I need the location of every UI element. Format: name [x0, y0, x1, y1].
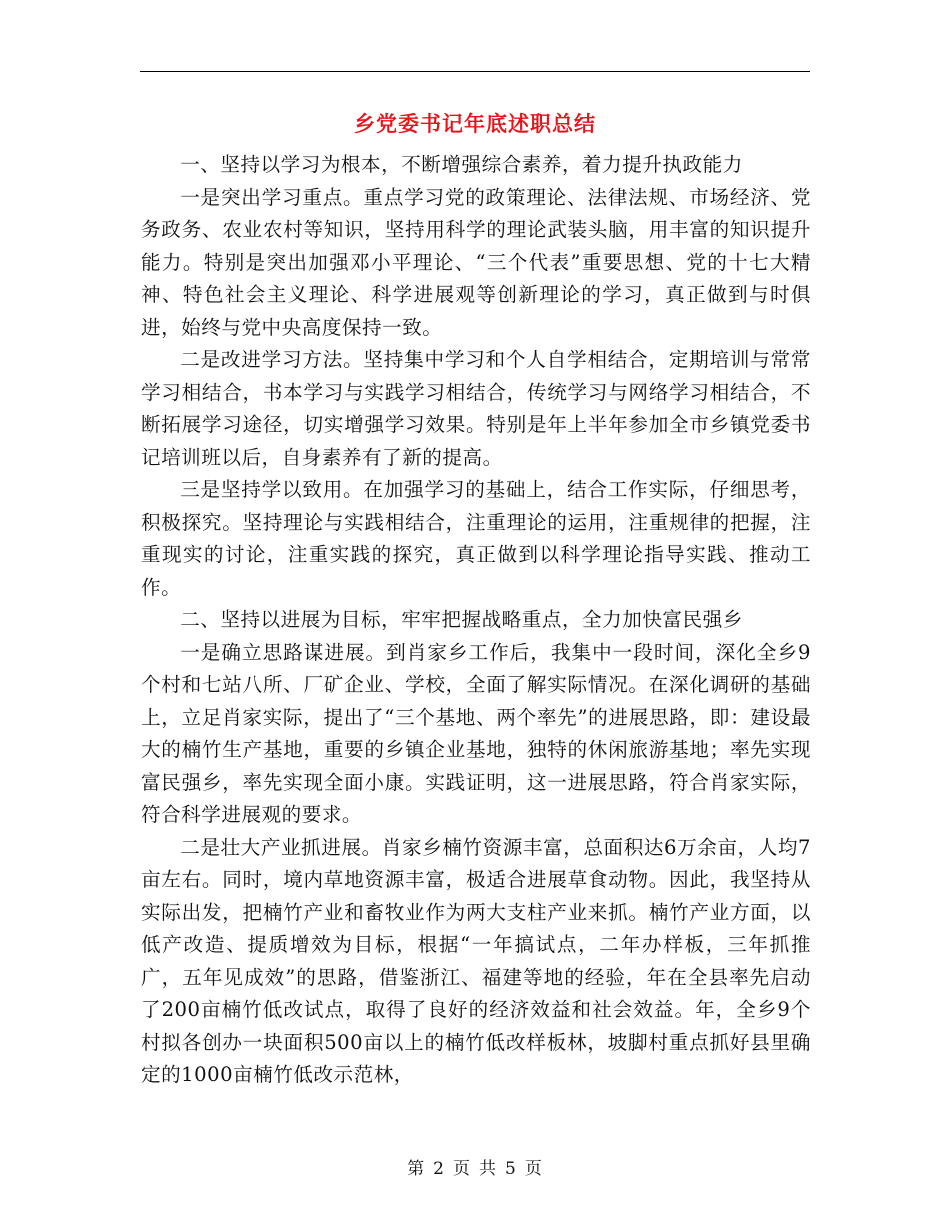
paragraph: 二是改进学习方法。坚持集中学习和个人自学相结合，定期培训与常常学习相结合，书本学习与实践学习相结合，传统学习与网络学习相结合，不断拓展学习途径，切实增强学习效果。特别是年上半年参加全市乡镇党委书记培训班以后，自身素养有了新的提高。	[141, 348, 811, 469]
header-rule	[140, 71, 810, 72]
paragraph: 二是壮大产业抓进展。肖家乡楠竹资源丰富，总面积达6万余亩，人均7亩左右。同时，境内草地资源丰富，极适合进展草食动物。因此，我坚持从实际出发，把楠竹产业和畜牧业作为两大支柱产业来抓。楠竹产业方面，以低产改造、提质增效为目标，根据“一年搞试点，二年办样板，三年抓推广，五年见成效”的思路，借鉴浙江、福建等地的经验，年在全县率先启动了200亩楠竹低改试点，取得了良好的经济效益和社会效益。年，全乡9个村拟各创办一块面积500亩以上的楠竹低改样板林，坡脚村重点抓好县里确定的1000亩楠竹低改示范林，	[141, 835, 811, 1086]
footer-label-ye2: 页	[524, 1159, 543, 1179]
section-heading-2: 二、坚持以进展为目标，牢牢把握战略重点，全力加快富民强乡	[180, 608, 743, 631]
page-number: 2	[433, 1159, 445, 1179]
document-title: 乡党委书记年底述职总结	[354, 111, 596, 136]
footer-label-di: 第	[407, 1159, 426, 1179]
page-total: 5	[505, 1159, 517, 1179]
footer-label-gong: 共	[479, 1159, 497, 1179]
paragraph: 一是确立思路谋进展。到肖家乡工作后，我集中一段时间，深化全乡9个村和七站八所、厂矿企业、学校，全面了解实际情况。在深化调研的基础上，立足肖家实际，提出了“三个基地、两个率先”的进展思路，即：建设最大的楠竹生产基地，重要的乡镇企业基地，独特的休闲旅游基地；率先实现富民强乡，率先实现全面小康。实践证明，这一进展思路，符合肖家实际，符合科学进展观的要求。	[141, 640, 811, 826]
page-footer	[0, 1154, 950, 1179]
document-body	[141, 149, 811, 1092]
paragraph: 一是突出学习重点。重点学习党的政策理论、法律法规、市场经济、党务政务、农业农村等知识，坚持用科学的理论武装头脑，用丰富的知识提升能力。特别是突出加强邓小平理论、“三个代表”重要思想、党的十七大精神、特色社会主义理论、科学进展观等创新理论的学习，真正做到与时俱进，始终与党中央高度保持一致。	[141, 185, 811, 339]
section-heading-1: 一、坚持以学习为根本，不断增强综合素养，着力提升执政能力	[180, 153, 743, 176]
footer-label-ye: 页	[453, 1159, 471, 1179]
paragraph: 三是坚持学以致用。在加强学习的基础上，结合工作实际，仔细思考，积极探究。坚持理论与实践相结合，注重理论的运用，注重规律的把握，注重现实的讨论，注重实践的探究，真正做到以科学理论指导实践、推动工作。	[141, 478, 811, 599]
